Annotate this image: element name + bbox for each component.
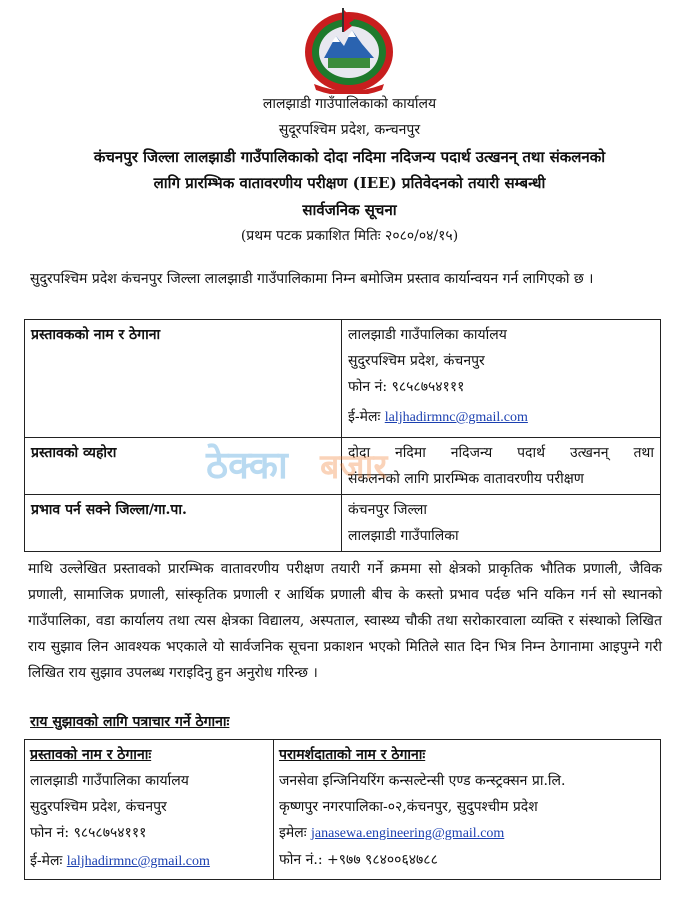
notice-title: सार्वजनिक सूचना: [302, 201, 397, 219]
table-row: [25, 740, 661, 880]
table-row: [25, 438, 661, 495]
watermark-part-1: ठेक्का: [206, 443, 288, 487]
proposal-text-line-2: संकलनको लागि प्रारम्भिक वातावरणीय परीक्षण: [348, 471, 584, 487]
title-line-2: लागि प्रारम्भिक वातावरणीय परीक्षण (IEE) प्रतिवेदनको तयारी सम्बन्धी: [153, 174, 546, 192]
proposer-phone: फोन नं: ९८५८७५४१११: [348, 379, 465, 395]
proposer-email-link[interactable]: laljhadirmnc@gmail.com: [384, 410, 528, 425]
proposer-contact-email-label: ई-मेलः: [30, 853, 63, 869]
proposer-contact-heading: प्रस्तावको नाम र ठेगानाः: [30, 747, 152, 763]
consultant-address: कृष्णपुर नगरपालिका-०२,कंचनपुर, सुदुपश्चीम प्रदेश: [279, 799, 538, 815]
title-line-1: कंचनपुर जिल्ला लालझाडी गाउँपालिकाको दोदा नदिमा नदिजन्य पदार्थ उत्खनन् तथा संकलनको: [93, 148, 606, 166]
proposer-contact-email-link[interactable]: laljhadirmnc@gmail.com: [66, 854, 210, 869]
proposer-email-row: [348, 400, 654, 435]
body-paragraph: माथि उल्लेखित प्रस्तावको प्रारम्भिक वातावरणीय परीक्षण तयारी गर्ने क्रममा सो क्षेत्रको प्राकृतिक भौतिक प्रणाली, जैविक प्रणाली, सामाजिक प्रणाली, सांस्कृतिक प्रणाली र आर्थिक प्रणाली बीच के कस्तो प्रभाव पर्दछ भनि यकिन गर्न सो स्थानको गाउँपालिका, वडा कार्यालय तथा त्यस क्षेत्रका विद्यालय, अस्पताल, स्वास्थ्य चौकी तथा सरोकारवाला व्यक्ति र संस्थाको लिखित राय सुझाव लिन आवश्यक भएकाले यो सार्वजनिक सूचना प्रकाशन भएको मितिले सात दिन भित्र निम्न ठेगानामा आइपुग्ने गरी लिखित राय सुझाव उपलब्ध गराइदिनु हुन अनुरोध गरिन्छ ।: [28, 561, 662, 681]
proposer-email-label: ई-मेलः: [348, 409, 381, 425]
consultant-name: जनसेवा इन्जिनियरिंग कन्सल्टेन्सी एण्ड कन्स्ट्रक्सन प्रा.लि.: [279, 773, 566, 789]
proposal-text: [342, 438, 661, 495]
contact-heading: राय सुझावको लागि पत्राचार गर्ने ठेगानाः: [30, 714, 230, 730]
office-name: लालझाडी गाउँपालिकाको कार्यालय: [262, 96, 437, 112]
consultant-email-row: [279, 820, 655, 847]
proposer-name: लालझाडी गाउँपालिका कार्यालय: [348, 327, 507, 343]
consultant-email-link[interactable]: janasewa.engineering@gmail.com: [311, 826, 505, 841]
affected-district: कंचनपुर जिल्ला: [348, 502, 427, 518]
consultant-phone: फोन नं.: +९७७ ९८४००६४७८८: [279, 852, 438, 868]
consultant-contact-heading: परामर्शदाताको नाम र ठेगानाः: [279, 747, 426, 763]
proposal-label: प्रस्तावको व्यहोरा: [25, 438, 342, 495]
affected-area-label: प्रभाव पर्न सक्ने जिल्ला/गा.पा.: [25, 495, 342, 552]
proposal-details-table: [24, 319, 661, 552]
table-row: [25, 320, 661, 438]
proposer-contact-email-row: [30, 846, 268, 877]
proposer-label: प्रस्तावकको नाम र ठेगाना: [25, 320, 342, 438]
proposer-details: [342, 320, 661, 438]
affected-area: [342, 495, 661, 552]
intro-paragraph: सुदुरपश्चिम प्रदेश कंचनपुर जिल्ला लालझाडी गाउँपालिकामा निम्न बमोजिम प्रस्ताव कार्यान्वयन गर्न लागिएको छ ।: [30, 271, 594, 287]
watermark-part-2: बजार: [320, 447, 388, 487]
proposal-text-line-1: दोदा नदिमा नदिजन्य पदार्थ उत्खनन् तथा: [348, 445, 654, 461]
nepal-emblem-icon: [294, 6, 404, 94]
proposer-contact-address: सुदुरपश्चिम प्रदेश, कंचनपुर: [30, 799, 167, 815]
publish-date: (प्रथम पटक प्रकाशित मितिः २०८०/०४/१५): [240, 228, 459, 244]
province-name: सुदूरपश्चिम प्रदेश, कन्चनपुर: [278, 122, 421, 138]
table-row: [25, 495, 661, 552]
proposer-contact-phone: फोन नं: ९८५८७५४१११: [30, 825, 147, 841]
proposer-contact-name: लालझाडी गाउँपालिका कार्यालय: [30, 773, 189, 789]
proposer-contact-cell: [25, 740, 274, 880]
proposer-address: सुदुरपश्चिम प्रदेश, कंचनपुर: [348, 353, 485, 369]
contact-table: [24, 739, 661, 880]
affected-municipality: लालझाडी गाउँपालिका: [348, 528, 459, 544]
consultant-email-label: इमेलः: [279, 825, 307, 841]
consultant-contact-cell: [274, 740, 661, 880]
